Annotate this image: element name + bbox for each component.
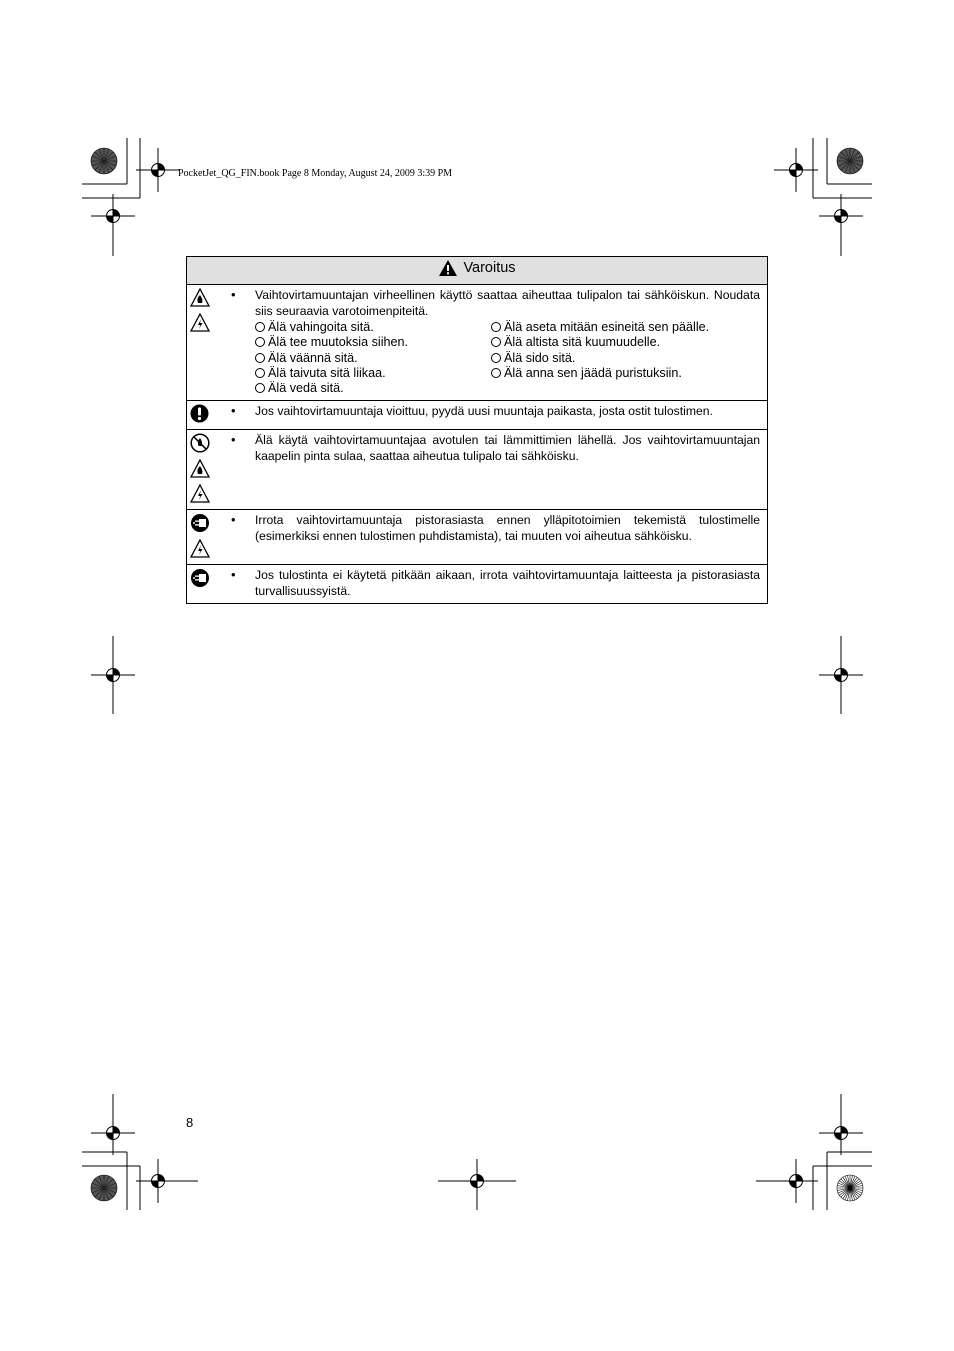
electric-shock-warning-icon [190,539,210,558]
unplug-icon [190,568,210,588]
warning-row: • Jos vaihtovirtamuuntaja vioittuu, pyydä uusi muuntaja paikasta, josta ostit tulostimen. [187,401,768,430]
warning-text: Älä käytä vaihtovirtamuuntajaa avotulen tai lämmittimien lähellä. Jos vaihtovirtamuuntajan kaapelin pinta sulaa, saattaa aiheutua tulipalo tai sähköisku. [255,433,760,463]
fire-warning-icon [190,288,210,307]
precaution-item: Älä tee muutoksia siihen. [255,335,491,350]
no-open-flame-icon [190,433,210,453]
precaution-item: Älä vahingoita sitä. [255,320,491,335]
warning-row: • Älä käytä vaihtovirtamuuntajaa avotulen tai lämmittimien lähellä. Jos vaihtovirtamuuntajan kaapelin pinta sulaa, saattaa aiheutua tulipalo tai sähköisku. [187,430,768,510]
warning-table-header [187,257,768,285]
warning-triangle-icon [438,259,458,277]
warning-row: • Irrota vaihtovirtamuuntaja pistorasiasta ennen ylläpitotoimien tekemistä tulostimelle (esimerkiksi ennen tulostimen puhdistamista), tai muuten voi aiheutua sähköisku. [187,510,768,565]
precaution-item: Älä anna sen jäädä puristuksiin. [491,366,760,381]
warning-title: Varoitus [463,259,516,276]
page-number: 8 [186,1115,194,1130]
file-info-header: PocketJet_QG_FIN.book Page 8 Monday, August 24, 2009 3:39 PM [178,168,453,179]
precaution-item: Älä sido sitä. [491,351,760,366]
warning-row: • Vaihtovirtamuuntajan virheellinen käyttö saattaa aiheuttaa tulipalon tai sähköiskun. Noudata siis seuraavia varotoimenpiteitä. Älä vahingoita sitä. Älä aseta mitään esineitä sen päälle. Älä tee muutoksia siihen. Älä altista sitä kuumuudelle. Älä väännä sitä. Älä sido sitä. Älä taivuta sitä liikaa. Älä anna sen jäädä puristuksiin. Älä vedä sitä. [187,285,768,401]
precaution-item: Älä taivuta sitä liikaa. [255,366,491,381]
precaution-item: Älä aseta mitään esineitä sen päälle. [491,320,760,335]
warning-row: • Jos tulostinta ei käytetä pitkään aikaan, irrota vaihtovirtamuuntaja laitteesta ja pistorasiasta turvallisuussyistä. [187,565,768,604]
warning-table [186,256,768,604]
precaution-list [255,320,760,396]
warning-text: Irrota vaihtovirtamuuntaja pistorasiasta ennen ylläpitotoimien tekemistä tulostimelle (esimerkiksi ennen tulostimen puhdistamista), tai muuten voi aiheutua sähköisku. [255,513,760,543]
mandatory-exclamation-icon [190,404,209,423]
electric-shock-warning-icon [190,484,210,503]
precaution-item: Älä vedä sitä. [255,381,491,396]
precaution-item: Älä altista sitä kuumuudelle. [491,335,760,350]
warning-text: Vaihtovirtamuuntajan virheellinen käyttö saattaa aiheuttaa tulipalon tai sähköiskun. Noudata siis seuraavia varotoimenpiteitä. [255,288,760,318]
precaution-item: Älä väännä sitä. [255,351,491,366]
warning-text: Jos tulostinta ei käytetä pitkään aikaan, irrota vaihtovirtamuuntaja laitteesta ja pistorasiasta turvallisuussyistä. [255,568,760,598]
fire-warning-icon [190,459,210,478]
unplug-icon [190,513,210,533]
electric-shock-warning-icon [190,313,210,332]
warning-text: Jos vaihtovirtamuuntaja vioittuu, pyydä uusi muuntaja paikasta, josta ostit tulostimen. [255,404,713,419]
